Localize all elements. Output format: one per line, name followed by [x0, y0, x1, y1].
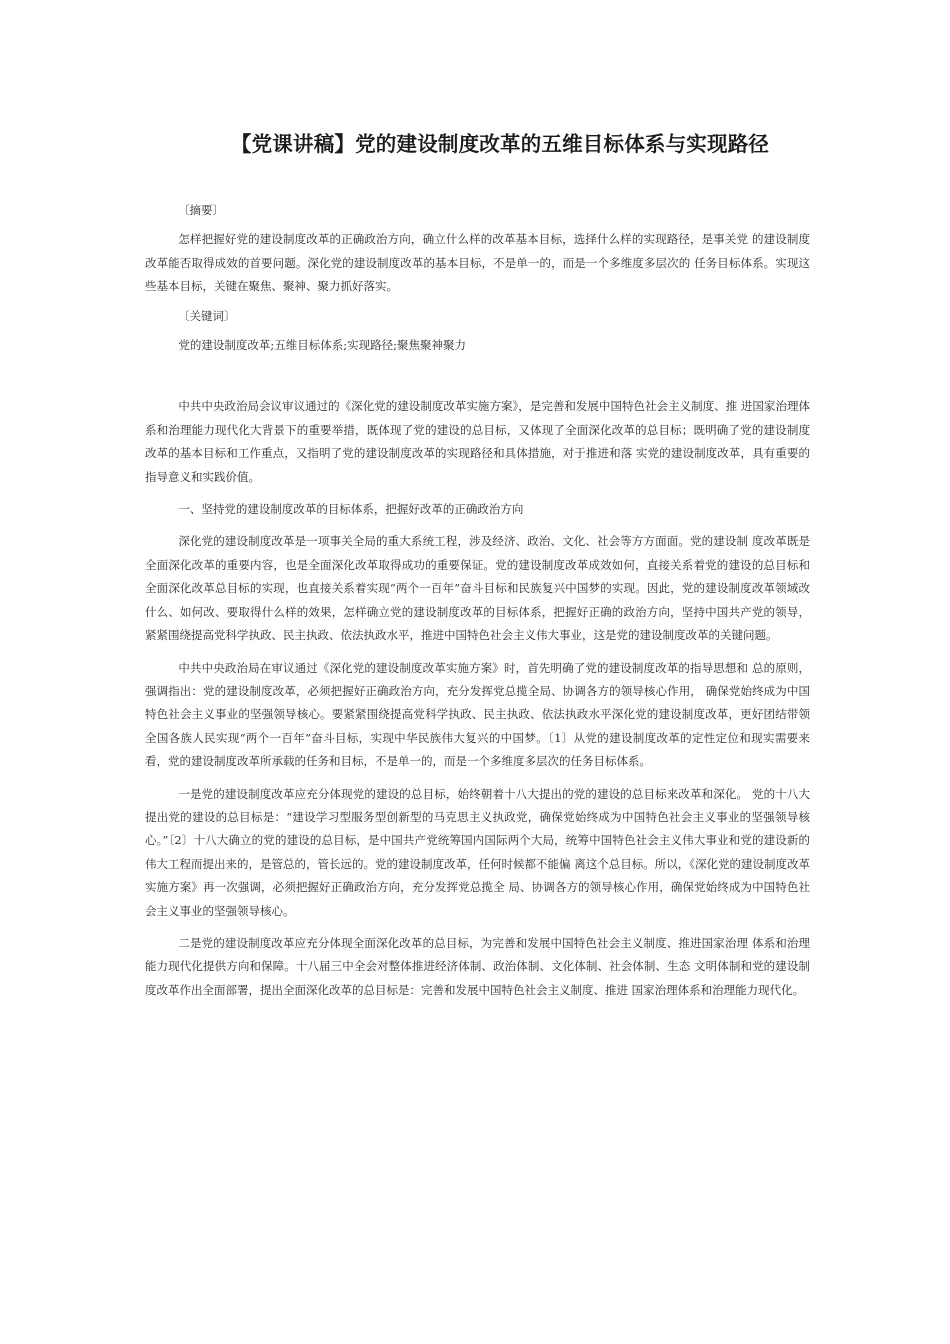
- document-title: 【党课讲稿】党的建设制度改革的五维目标体系与实现路径: [230, 132, 770, 156]
- abstract-text: 怎样把握好党的建设制度改革的正确政治方向，确立什么样的改革基本目标，选择什么样的实现路径，是事关党 的建设制度改革能否取得成效的首要问题。深化党的建设制度改革的基本目标，不是单一的，而是一个多维度多层次的 任务目标体系。实现这些基本目标，关键在聚焦、聚神、聚力抓好落实。: [145, 232, 810, 294]
- paragraph: 深化党的建设制度改革是一项事关全局的重大系统工程，涉及经济、政治、文化、社会等方方面面。党的建设制 度改革既是全面深化改革的重要内容，也是全面深化改革取得成功的重要保证。党的建设制度改革成效如何，直接关系着党的建设的总目标和全面深化改革总目标的实现，也直接关系着实现“两个一百年”奋斗目标和民族复兴中国梦的实现。因此，党的建设制度改革领域改什么、如何改、要取得什么样的效果，怎样确立党的建设制度改革的目标体系，把握好正确的政治方向，坚持中国共产党的领导，紧紧围绕提高党科学执政、民主执政、依法执政水平，推进中国特色社会主义伟大事业，这是党的建设制度改革的关键问题。: [145, 534, 810, 643]
- section-heading: 一、坚持党的建设制度改革的目标体系，把握好改革的正确政治方向: [178, 502, 524, 517]
- abstract-label: 〔摘要〕: [178, 203, 224, 217]
- paragraph: 中共中央政治局在审议通过《深化党的建设制度改革实施方案》时，首先明确了党的建设制度改革的指导思想和 总的原则，强调指出：党的建设制度改革，必须把握好正确政治方向，充分发挥党总揽全局、协调各方的领导核心作用， 确保党始终成为中国特色社会主义事业的坚强领导核心。要紧紧围绕提高党科学执政、民主执政、依法执政水平深化党的建设制度改革，更好团结带领全国各族人民实现“两个一百年”奋斗目标，实现中华民族伟大复兴的中国梦。〔1〕从党的建设制度改革的定性定位和现实需要来看，党的建设制度改革所承载的任务和目标，不是单一的，而是一个多维度多层次的任务目标体系。: [145, 660, 810, 769]
- paragraph: 一是党的建设制度改革应充分体现党的建设的总目标，始终朝着十八大提出的党的建设的总目标来改革和深化。 党的十八大提出党的建设的总目标是：“建设学习型服务型创新型的马克思主义执政党，确保党始终成为中国特色社会主义事业的坚强领导核心。”〔2〕十八大确立的党的建设的总目标，是中国共产党统筹国内国际两个大局，统筹中国特色社会主义伟大事业和党的建设新的伟大工程而提出来的，是管总的，管长远的。党的建设制度改革，任何时候都不能偏 离这个总目标。所以，《深化党的建设制度改革实施方案》再一次强调，必须把握好正确政治方向，充分发挥党总揽全 局、协调各方的领导核心作用，确保党始终成为中国特色社会主义事业的坚强领导核心。: [145, 786, 810, 918]
- keywords-label: 〔关键词〕: [178, 308, 236, 323]
- document-body: [145, 199, 810, 1002]
- keywords-text: 党的建设制度改革;五维目标体系;实现路径;聚焦聚神聚力: [178, 338, 466, 353]
- paragraph: 二是党的建设制度改革应充分体现全面深化改革的总目标，为完善和发展中国特色社会主义制度、推进国家治理 体系和治理能力现代化提供方向和保障。十八届三中全会对整体推进经济体制、政治体制、文化体制、社会体制、生态 文明体制和党的建设制度改革作出全面部署，提出全面深化改革的总目标是：完善和发展中国特色社会主义制度、推进 国家治理体系和治理能力现代化。: [145, 935, 810, 997]
- paragraph: 中共中央政治局会议审议通过的《深化党的建设制度改革实施方案》，是完善和发展中国特色社会主义制度、推 进国家治理体系和治理能力现代化大背景下的重要举措，既体现了党的建设的总目标，又体现了全面深化改革的总目标；既明确了党的建设制度改革的基本目标和工作重点，又指明了党的建设制度改革的实现路径和具体措施，对于推进和落 实党的建设制度改革，具有重要的指导意义和实践价值。: [145, 399, 810, 484]
